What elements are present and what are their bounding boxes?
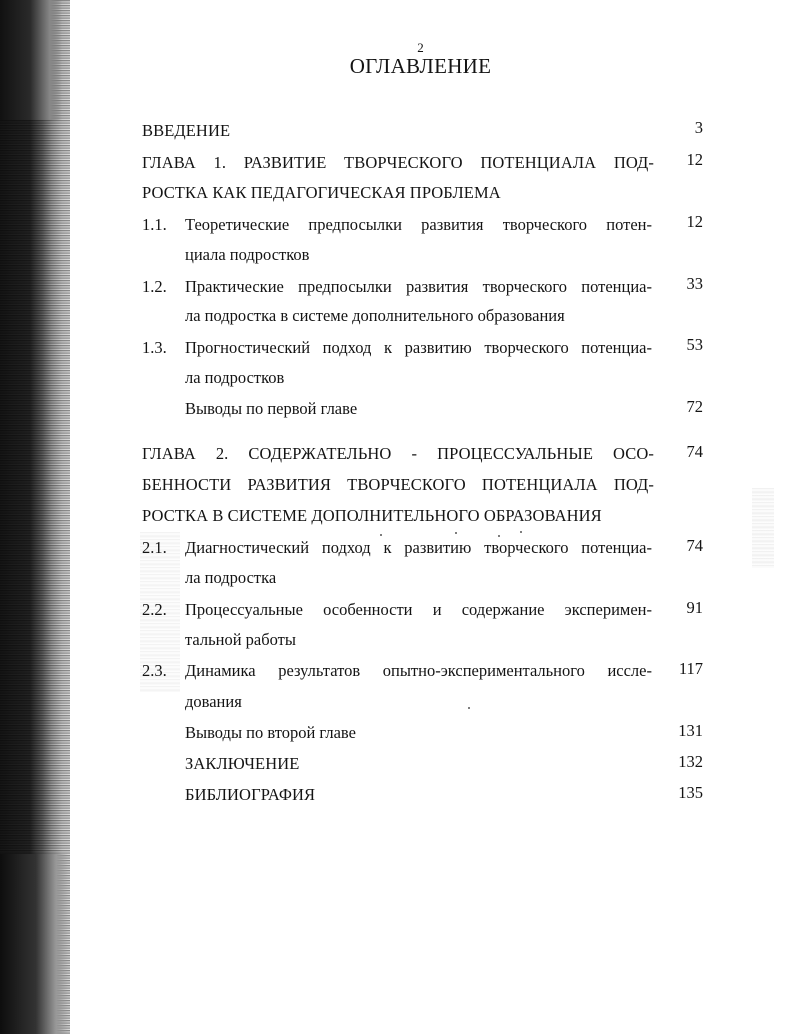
toc-intro-label: ВВЕДЕНИЕ	[142, 121, 231, 140]
toc-conclusions2-page: 131	[678, 721, 703, 740]
toc-chapter1-line1: ГЛАВА 1. РАЗВИТИЕ ТВОРЧЕСКОГО ПОТЕНЦИАЛА ПОД-	[142, 153, 654, 172]
toc-s1-2-page: 33	[686, 274, 703, 293]
toc-s1-1-line2: циала подростков	[185, 245, 310, 264]
toc-conclusion-page: 132	[678, 752, 703, 771]
toc-intro-page: 3	[694, 118, 703, 137]
toc-s2-1-line1: Диагностический подход к развитию творческого потенциа-	[185, 538, 652, 557]
toc-s2-1-number: 2.1.	[142, 538, 167, 557]
scan-edge-shadow	[0, 0, 70, 1034]
toc-conclusion-label: ЗАКЛЮЧЕНИЕ	[185, 754, 300, 773]
toc-s2-1-line2: ла подростка	[185, 568, 277, 587]
toc-s2-2-line2: тальной работы	[185, 630, 296, 649]
toc-s1-1-line1: Теоретические предпосылки развития творческого потен-	[185, 215, 652, 234]
toc-chapter1-line2: РОСТКА КАК ПЕДАГОГИЧЕСКАЯ ПРОБЛЕМА	[142, 183, 501, 202]
toc-bibliography-page: 135	[678, 783, 703, 802]
toc-bibliography-label: БИБЛИОГРАФИЯ	[185, 785, 316, 804]
toc-chapter2-line1: ГЛАВА 2. СОДЕРЖАТЕЛЬНО - ПРОЦЕССУАЛЬНЫЕ ОСО-	[142, 444, 654, 463]
toc-s1-2-number: 1.2.	[142, 277, 167, 296]
toc-s1-3-line2: ла подростков	[185, 368, 285, 387]
toc-s2-3-page: 117	[678, 659, 703, 678]
toc-s2-1-page: 74	[686, 536, 703, 555]
toc-s1-3-page: 53	[686, 335, 703, 354]
page-title: ОГЛАВЛЕНИЕ	[349, 54, 492, 78]
toc-chapter2-line2: БЕННОСТИ РАЗВИТИЯ ТВОРЧЕСКОГО ПОТЕНЦИАЛА ПОД-	[142, 475, 654, 494]
toc-chapter2-page: 74	[686, 442, 703, 461]
scan-edge-bottom	[0, 854, 68, 1034]
toc-s1-1-page: 12	[686, 212, 703, 231]
scan-noise-right	[752, 488, 774, 568]
toc-s1-3-line1: Прогностический подход к развитию творческого потенциа-	[185, 338, 652, 357]
scan-speck	[455, 532, 457, 534]
toc-conclusions2-label: Выводы по второй главе	[185, 723, 356, 742]
scan-speck	[380, 534, 382, 536]
toc-s1-3-number: 1.3.	[142, 338, 167, 357]
toc-s2-3-line1: Динамика результатов опытно-экспериментального иссле-	[185, 661, 652, 680]
toc-chapter1-page: 12	[686, 150, 703, 169]
toc-s2-2-line1: Процессуальные особенности и содержание эксперимен-	[185, 600, 652, 619]
toc-chapter2-line3: РОСТКА В СИСТЕМЕ ДОПОЛНИТЕЛЬНОГО ОБРАЗОВАНИЯ	[142, 506, 602, 525]
toc-s2-3-line2: дования	[185, 692, 242, 711]
scan-speck	[520, 531, 522, 533]
toc-s1-1-number: 1.1.	[142, 215, 167, 234]
toc-s2-3-number: 2.3.	[142, 661, 167, 680]
toc-conclusions1-page: 72	[686, 397, 703, 416]
scan-speck	[498, 535, 500, 537]
toc-s1-2-line1: Практические предпосылки развития творческого потенциа-	[185, 277, 652, 296]
toc-s2-2-page: 91	[686, 598, 703, 617]
toc-conclusions1-label: Выводы по первой главе	[185, 399, 358, 418]
toc-s2-2-number: 2.2.	[142, 600, 167, 619]
toc-s1-2-line2: ла подростка в системе дополнительного образования	[185, 306, 565, 325]
scan-speck	[468, 707, 470, 709]
page-number: 2	[417, 40, 424, 55]
